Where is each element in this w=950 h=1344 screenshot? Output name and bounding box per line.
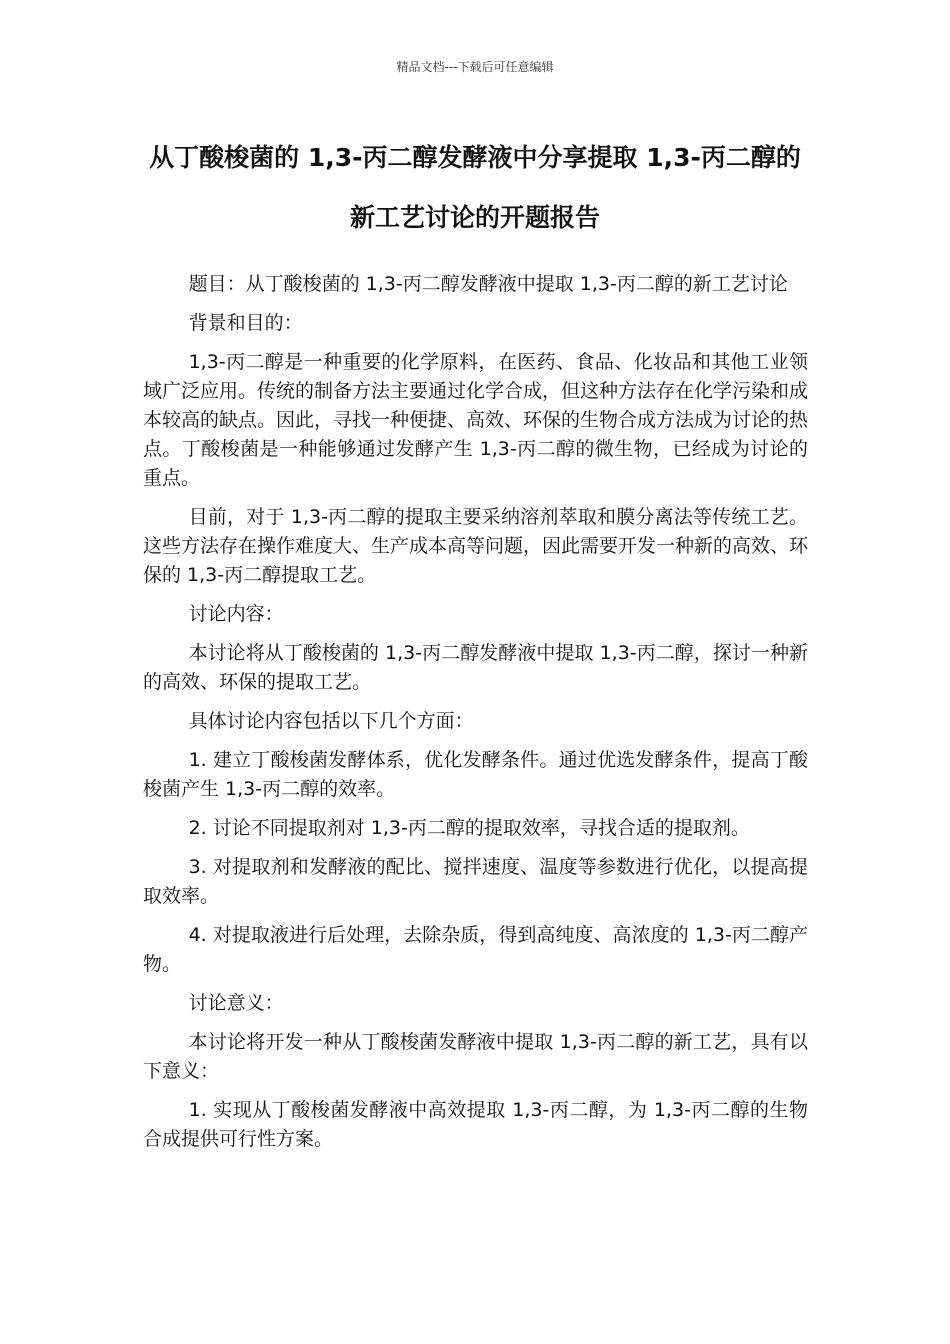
paragraph-significance-heading: 讨论意义： bbox=[188, 992, 284, 1014]
paragraph-content-heading: 讨论内容： bbox=[188, 603, 284, 625]
paragraph-significance-item-1: 1. 实现从丁酸梭菌发酵液中高效提取 1,3-丙二醇，为 1,3-丙二醇的生物合成提供可行性方案。 bbox=[143, 1099, 808, 1150]
paragraph-significance-intro: 本讨论将开发一种从丁酸梭菌发酵液中提取 1,3-丙二醇的新工艺，具有以下意义： bbox=[143, 1031, 808, 1082]
paragraph-background-heading: 背景和目的： bbox=[188, 312, 303, 334]
paragraph-content-item-3: 3. 对提取剂和发酵液的配比、搅拌速度、温度等参数进行优化，以提高提取效率。 bbox=[143, 856, 808, 907]
paragraph-content-list-intro: 具体讨论内容包括以下几个方面： bbox=[188, 710, 474, 732]
paragraph-content-intro: 本讨论将从丁酸梭菌的 1,3-丙二醇发酵液中提取 1,3-丙二醇，探讨一种新的高效、环保的提取工艺。 bbox=[143, 642, 808, 693]
paragraph-content-item-4: 4. 对提取液进行后处理，去除杂质，得到高纯度、高浓度的 1,3-丙二醇产物。 bbox=[143, 924, 808, 975]
document-body bbox=[143, 270, 808, 1164]
paragraph-content-item-2: 2. 讨论不同提取剂对 1,3-丙二醇的提取效率，寻找合适的提取剂。 bbox=[188, 817, 750, 839]
paragraph-background-2: 目前，对于 1,3-丙二醇的提取主要采纳溶剂萃取和膜分离法等传统工艺。这些方法存在操作难度大、生产成本高等问题，因此需要开发一种新的高效、环保的 1,3-丙二醇提取工艺。 bbox=[143, 506, 809, 586]
header-note: 精品文档---下载后可任意编辑 bbox=[396, 60, 554, 74]
page-title: 从丁酸梭菌的 1,3-丙二醇发酵液中分享提取 1,3-丙二醇的新工艺讨论的开题报告 bbox=[149, 143, 801, 232]
paragraph-background-1: 1,3-丙二醇是一种重要的化学原料，在医药、食品、化妆品和其他工业领域广泛应用。传统的制备方法主要通过化学合成，但这种方法存在化学污染和成本较高的缺点。因此，寻找一种便捷、高效、环保的生物合成方法成为讨论的热点。丁酸梭菌是一种能够通过发酵产生 1,3-丙二醇的微生物，已经成为讨论的重点。 bbox=[143, 351, 809, 489]
paragraph-content-item-1: 1. 建立丁酸梭菌发酵体系，优化发酵条件。通过优选发酵条件，提高丁酸梭菌产生 1,3-丙二醇的效率。 bbox=[143, 749, 808, 800]
paragraph-topic: 题目：从丁酸梭菌的 1,3-丙二醇发酵液中提取 1,3-丙二醇的新工艺讨论 bbox=[188, 273, 788, 295]
